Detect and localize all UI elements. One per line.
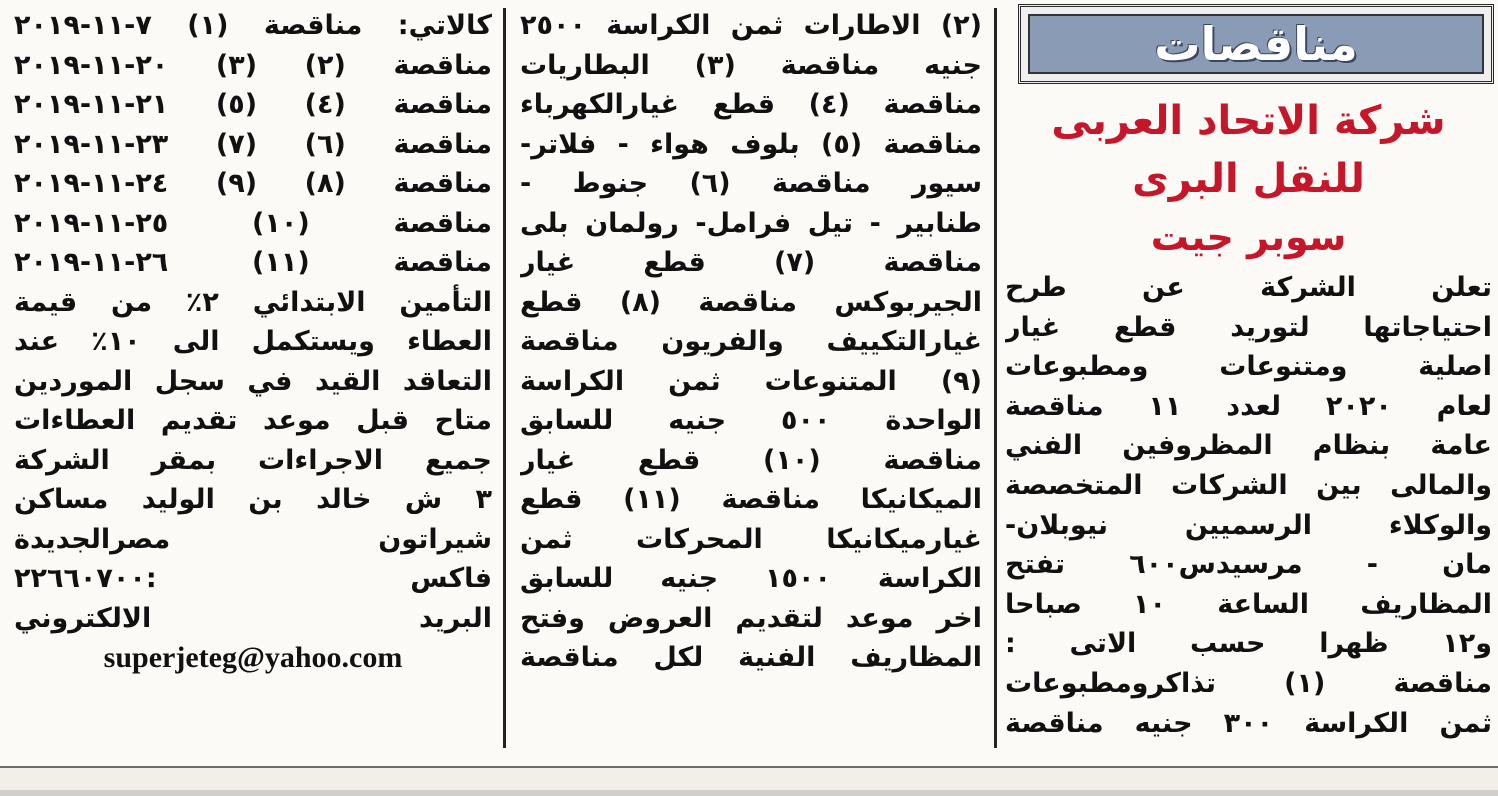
column-left-line: العطاء ويستكمل الى ١٠٪ عند (14, 326, 492, 357)
column-middle-line: مناقصة (٤) قطع غيارالكهرباء (520, 89, 982, 120)
column-right-line: والوكلاء الرسميين نيوبلان- (1005, 509, 1492, 541)
column-left-line: البريد الالكتروني (14, 602, 492, 634)
column-right-line: عامة بنظام المظروفين الفني (1005, 430, 1492, 462)
column-middle-line: اخر موعد لتقديم العروض وفتح (520, 602, 982, 634)
column-right-body (1005, 268, 1492, 743)
header-banner (1018, 4, 1494, 84)
column-divider (503, 8, 506, 748)
column-left-line: مناقصة (٨) (٩) ٢٤-١١-٢٠١٩ (14, 168, 492, 199)
column-right-line: احتياجاتها لتوريد قطع غيار (1005, 311, 1492, 343)
email-address[interactable]: superjeteg@yahoo.com (103, 641, 403, 674)
column-right-line: لعام ٢٠٢٠ لعدد ١١ مناقصة (1005, 390, 1492, 422)
company-name-line-1: شركة الاتحاد العربى (1051, 98, 1446, 144)
column-left-line: كالاتي: مناقصة (١) ٧-١١-٢٠١٩ (14, 10, 492, 41)
column-left-line: مناقصة (٢) (٣) ٢٠-١١-٢٠١٩ (14, 49, 492, 81)
column-left-line: مناقصة (١١) ٢٦-١١-٢٠١٩ (14, 247, 492, 278)
column-middle-body (520, 6, 982, 678)
column-middle-line: مناقصة (٥) بلوف هواء - فلاتر- (520, 128, 982, 160)
column-right-line: والمالى بين الشركات المتخصصة (1005, 469, 1492, 501)
column-middle-line: جنيه مناقصة (٣) البطاريات (520, 49, 982, 81)
company-brand: سوبر جيت (1150, 215, 1347, 259)
column-middle-line: الميكانيكا مناقصة (١١) قطع (520, 484, 982, 515)
column-right-line: المظاريف الساعة ١٠ صباحا (1005, 588, 1492, 620)
column-middle-line: طنابير - تيل فرامل- رولمان بلى (520, 207, 982, 239)
column-left-line: مناقصة (١٠) ٢٥-١١-٢٠١٩ (14, 207, 492, 239)
column-left-line: مناقصة (٤) (٥) ٢١-١١-٢٠١٩ (14, 89, 492, 120)
column-middle-line: مناقصة (٧) قطع غيار (520, 247, 982, 278)
column-left-line: مناقصة (٦) (٧) ٢٣-١١-٢٠١٩ (14, 128, 492, 160)
column-middle-line: مناقصة (١٠) قطع غيار (520, 444, 982, 476)
column-right-line: تعلن الشركة عن طرح (1005, 272, 1492, 303)
column-left-line: فاكس :٢٢٦٦٠٧٠٠ (14, 563, 492, 594)
column-middle-line: (٩) المتنوعات ثمن الكراسة (520, 365, 982, 397)
column-middle-line: (٢) الاطارات ثمن الكراسة ٢٥٠٠ (520, 10, 982, 41)
column-right-line: مناقصة (١) تذاكرومطبوعات (1005, 667, 1492, 699)
column-left-line: متاح قبل موعد تقديم العطاءات (14, 405, 492, 436)
column-left-line: التأمين الابتدائي ٢٪ من قيمة (14, 286, 492, 318)
column-right-line: مان - مرسيدس٦٠٠ تفتح (1005, 549, 1492, 581)
column-left-line: جميع الاجراءات بمقر الشركة (14, 444, 492, 476)
page-bottom-border (0, 766, 1498, 796)
column-divider (994, 8, 997, 748)
column-middle-line: غيارالتكييف والفريون مناقصة (520, 326, 982, 357)
column-middle-line: الواحدة ٥٠٠ جنيه للسابق (520, 405, 982, 436)
column-right-line: ثمن الكراسة ٣٠٠ جنيه مناقصة (1005, 707, 1492, 739)
page-title: مناقصات (1154, 17, 1358, 71)
column-right-line: اصلية ومتنوعات ومطبوعات (1005, 351, 1492, 383)
column-left-body (14, 6, 492, 678)
column-right-line: و١٢ ظهرا حسب الاتى : (1005, 628, 1492, 660)
column-left-line: شيراتون مصرالجديدة (14, 523, 492, 555)
column-left-line: ٣ ش خالد بن الوليد مساكن (14, 484, 492, 515)
column-middle-line: غيارميكانيكا المحركات ثمن (520, 523, 982, 555)
column-left-line: التعاقد القيد في سجل الموردين (14, 365, 492, 397)
company-name-line-2: للنقل البرى (1132, 156, 1365, 202)
column-middle-line: المظاريف الفنية لكل مناقصة (520, 642, 982, 673)
column-middle-line: سيور مناقصة (٦) جنوط - (520, 168, 982, 199)
column-middle-line: الجيربوكس مناقصة (٨) قطع (520, 286, 982, 318)
header-banner-inner (1028, 14, 1484, 74)
column-middle-line: الكراسة ١٥٠٠ جنيه للسابق (520, 563, 982, 594)
